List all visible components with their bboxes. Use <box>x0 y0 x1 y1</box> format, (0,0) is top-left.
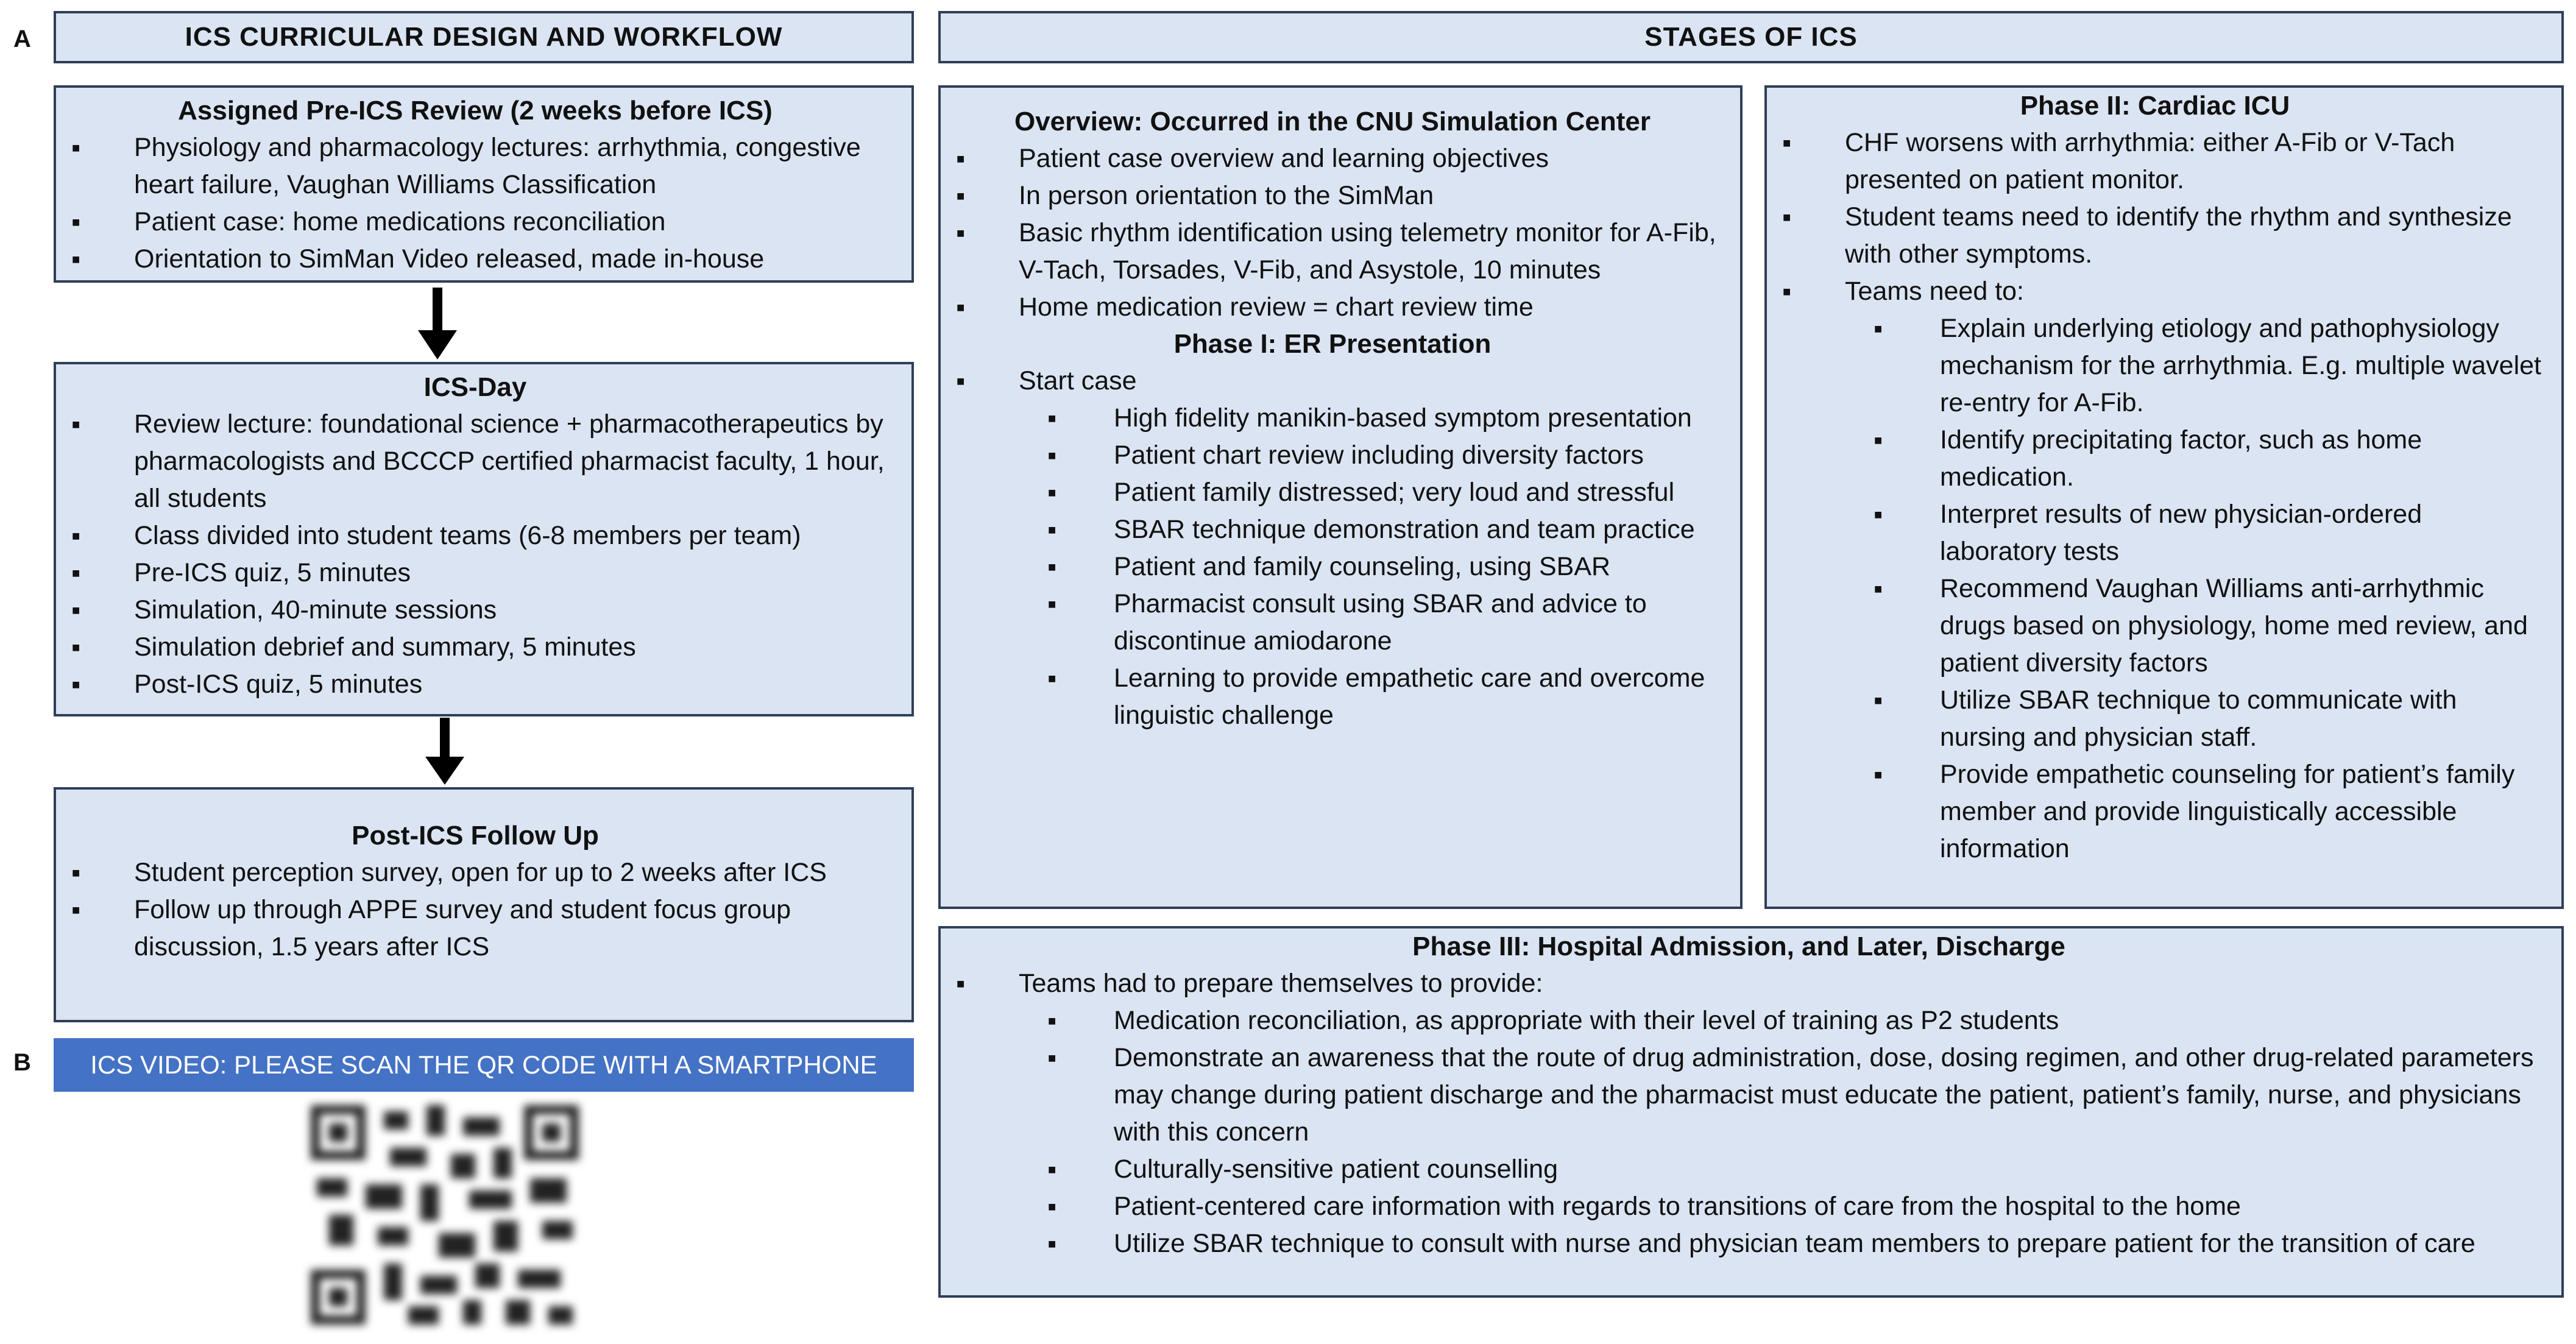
phase2-list <box>1767 124 2543 273</box>
phase2-sublist <box>1845 310 2543 868</box>
ics-day-box <box>54 362 914 716</box>
list-item: ■ Class divided into student teams (6-8 members per team) <box>56 517 894 554</box>
stages-header: STAGES OF ICS <box>938 11 2564 63</box>
list-item: ■ Orientation to SimMan Video released, made in-house <box>56 241 894 278</box>
overview-list <box>941 140 1724 326</box>
list-item: ■ Basic rhythm identification using telemetry monitor for A-Fib, V-Tach, Torsades, V-Fib, and Asystole, 10 minutes <box>941 214 1724 289</box>
phase1-title: Phase I: ER Presentation <box>1173 329 1491 359</box>
list-item: ■ Explain underlying etiology and pathophysiology mechanism for the arrhythmia. E.g. multiple wavelet re-entry for A-Fib. <box>1845 310 2543 422</box>
list-item: ■ Patient and family counseling, using SBAR <box>1019 548 1724 585</box>
pre-ics-title: Assigned Pre-ICS Review (2 weeks before ICS) <box>178 96 773 126</box>
list-item: ■ Post-ICS quiz, 5 minutes <box>56 666 894 703</box>
list-item: ■ Patient case overview and learning objectives <box>941 140 1724 177</box>
phase2-teams-list <box>1767 273 2543 868</box>
phase3-list <box>941 965 2537 1262</box>
phase3-sublist <box>1019 1002 2537 1262</box>
list-item: ■ Simulation, 40-minute sessions <box>56 592 894 629</box>
list-item: ■ CHF worsens with arrhythmia: either A-Fib or V-Tach presented on patient monitor. <box>1767 124 2543 199</box>
list-item: ■ Review lecture: foundational science + pharmacotherapeutics by pharmacologists and BCCCP certified pharmacist faculty, 1 hour, all students <box>56 406 894 517</box>
list-item: ■ SBAR technique demonstration and team practice <box>1019 511 1724 548</box>
list-item: ■ In person orientation to the SimMan <box>941 177 1724 214</box>
list-item: ■ Follow up through APPE survey and student focus group discussion, 1.5 years after ICS <box>56 891 894 966</box>
overview-phase1-box <box>938 85 1743 909</box>
phase1-list <box>941 363 1724 734</box>
pre-ics-box <box>54 85 914 283</box>
ics-day-list <box>56 406 894 703</box>
list-item: ■ Pre-ICS quiz, 5 minutes <box>56 554 894 592</box>
ics-day-title: ICS-Day <box>423 372 527 402</box>
list-item: ■ Patient chart review including diversity factors <box>1019 437 1724 474</box>
list-item: ■ Demonstrate an awareness that the route of drug administration, dose, dosing regimen, and other drug-related parameters may change during patient discharge and the pharmacist must educate the patient, patient’s family, nurse, and physicians with this concern <box>1019 1039 2537 1151</box>
post-ics-box <box>54 787 914 1022</box>
list-item: ■ Physiology and pharmacology lectures: arrhythmia, congestive heart failure, Vaughan Williams Classification <box>56 129 894 203</box>
list-item: ■ Medication reconciliation, as appropriate with their level of training as P2 students <box>1019 1002 2537 1039</box>
pre-ics-list <box>56 129 894 278</box>
list-item: ■ Teams had to prepare themselves to provide: ■ Medication reconciliation, as appropriate with their level of training as P2 students ■ Demonstrate an awareness that the route of drug administration, dose, dosing regimen, and other drug-related parameters may change during patient discharge and the pharmacist must educate the patient, patient’s family, nurse, and physicians with this concern ■ Culturally-sensitive patient counselling ■ Patient-centered care information with regards to transitions of care from the hospital to the home ■ Utilize SBAR technique to consult with nurse and physician team members to prepare patient for the transition of care <box>941 965 2537 1262</box>
overview-title: Overview: Occurred in the CNU Simulation Center <box>1014 107 1651 136</box>
list-item: ■ Patient family distressed; very loud and stressful <box>1019 474 1724 511</box>
list-item: ■ Culturally-sensitive patient counselling <box>1019 1151 2537 1188</box>
list-item: ■ Student teams need to identify the rhythm and synthesize with other symptoms. <box>1767 199 2543 273</box>
panel-label-b: B <box>13 1049 31 1076</box>
list-item: ■ Teams need to: ■ Explain underlying etiology and pathophysiology mechanism for the arrhythmia. E.g. multiple wavelet re-entry for A-Fib. ■ Identify precipitating factor, such as home medication. ■ Interpret results of new physician-ordered laboratory tests ■ Recommend Vaughan Williams anti-arrhythmic drugs based on physiology, home med review, and patient diversity factors ■ Utilize SBAR technique to communicate with nursing and physician staff. ■ Provide empathetic counseling for patient’s family member and provide linguistically accessible information <box>1767 273 2543 868</box>
list-item: ■ Simulation debrief and summary, 5 minutes <box>56 629 894 666</box>
down-arrow-icon <box>416 288 459 361</box>
phase1-sublist <box>1019 400 1724 734</box>
list-item: ■ Patient-centered care information with regards to transitions of care from the hospital to the home <box>1019 1188 2537 1225</box>
post-ics-list <box>56 854 894 966</box>
list-item: ■ Home medication review = chart review time <box>941 289 1724 326</box>
phase3-box <box>938 926 2564 1298</box>
qr-code[interactable] <box>305 1099 585 1331</box>
workflow-header: ICS CURRICULAR DESIGN AND WORKFLOW <box>54 11 914 63</box>
list-item: ■ Provide empathetic counseling for patient’s family member and provide linguistically accessible information <box>1845 756 2543 868</box>
list-item: ■ Utilize SBAR technique to communicate with nursing and physician staff. <box>1845 682 2543 756</box>
list-item: ■ Patient case: home medications reconciliation <box>56 203 894 241</box>
phase3-title: Phase III: Hospital Admission, and Later, Discharge <box>1412 932 2065 961</box>
list-item: ■ Pharmacist consult using SBAR and advice to discontinue amiodarone <box>1019 585 1724 660</box>
phase2-box <box>1764 85 2564 909</box>
list-item: ■ Recommend Vaughan Williams anti-arrhythmic drugs based on physiology, home med review, and patient diversity factors <box>1845 570 2543 682</box>
list-item: ■ Start case ■ High fidelity manikin-based symptom presentation ■ Patient chart review including diversity factors ■ Patient family distressed; very loud and stressful ■ SBAR technique demonstration and team practice ■ Patient and family counseling, using SBAR ■ Pharmacist consult using SBAR and advice to discontinue amiodarone ■ Learning to provide empathetic care and overcome linguistic challenge <box>941 363 1724 734</box>
list-item: ■ Interpret results of new physician-ordered laboratory tests <box>1845 496 2543 570</box>
list-item: ■ High fidelity manikin-based symptom presentation <box>1019 400 1724 437</box>
list-item: ■ Identify precipitating factor, such as home medication. <box>1845 422 2543 496</box>
list-item: ■ Learning to provide empathetic care and overcome linguistic challenge <box>1019 660 1724 734</box>
video-banner: ICS VIDEO: PLEASE SCAN THE QR CODE WITH A SMARTPHONE <box>54 1038 914 1092</box>
list-item: ■ Student perception survey, open for up to 2 weeks after ICS <box>56 854 894 891</box>
phase2-title: Phase II: Cardiac ICU <box>2020 91 2290 121</box>
down-arrow-icon <box>423 718 467 786</box>
list-item: ■ Utilize SBAR technique to consult with nurse and physician team members to prepare patient for the transition of care <box>1019 1225 2537 1262</box>
panel-label-a: A <box>13 26 31 52</box>
post-ics-title: Post-ICS Follow Up <box>352 821 599 851</box>
